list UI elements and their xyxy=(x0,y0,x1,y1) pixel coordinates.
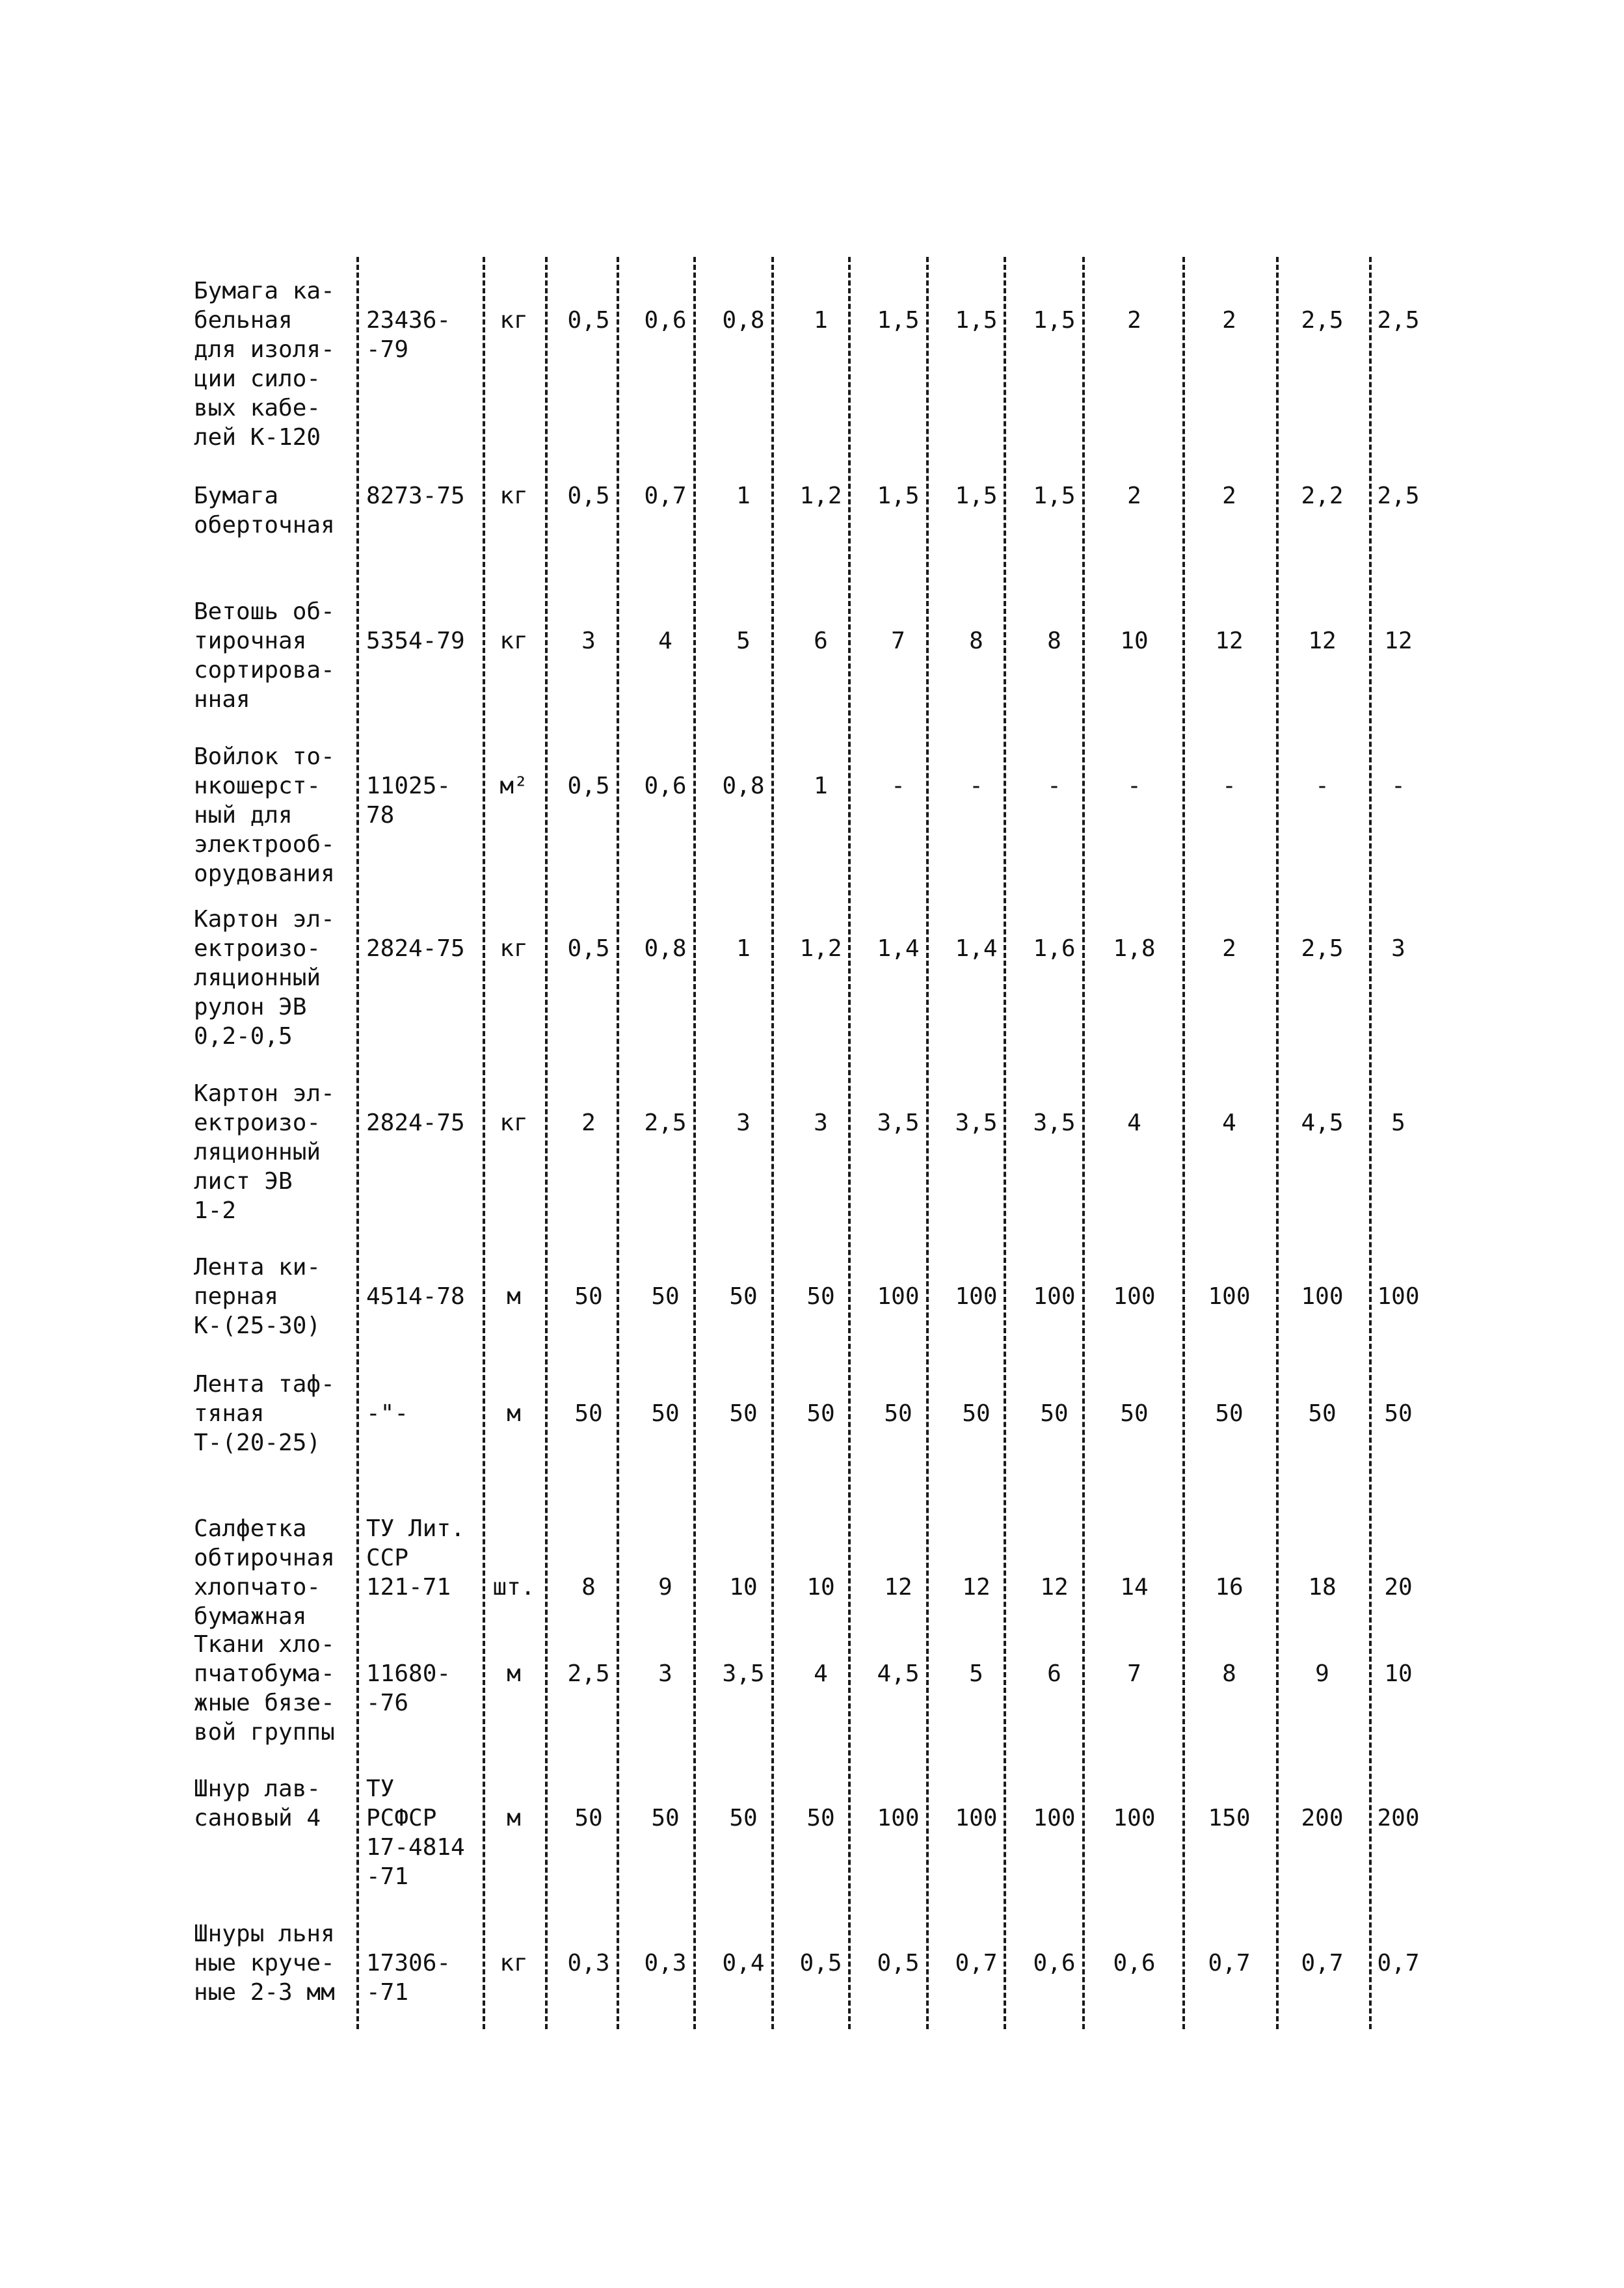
material-name-line: для изоля- xyxy=(194,336,335,363)
column-separator xyxy=(356,257,359,2029)
value-cell: 12 xyxy=(884,1574,912,1601)
column-separator xyxy=(545,257,548,2029)
value-cell: 100 xyxy=(955,1283,998,1310)
value-cell: 0,7 xyxy=(955,1950,998,1976)
material-name-line: 0,2-0,5 xyxy=(194,1023,293,1050)
unit-cell: кг xyxy=(499,1110,528,1136)
value-cell: 4,5 xyxy=(877,1660,920,1687)
material-name-line: Ветошь об- xyxy=(194,598,335,625)
value-cell: 0,8 xyxy=(644,935,687,962)
column-separator xyxy=(1004,257,1006,2029)
value-cell: 18 xyxy=(1308,1574,1337,1601)
value-cell: 200 xyxy=(1377,1805,1420,1831)
value-cell: 3,5 xyxy=(877,1110,920,1136)
material-name-line: бумажная xyxy=(194,1603,307,1630)
value-cell: 50 xyxy=(1215,1400,1244,1427)
value-cell: 100 xyxy=(877,1805,920,1831)
material-name-line: орудования xyxy=(194,860,335,887)
value-cell: 0,3 xyxy=(644,1950,687,1976)
value-cell: 50 xyxy=(1384,1400,1413,1427)
material-name-line: жные бязе- xyxy=(194,1690,335,1716)
value-cell: 7 xyxy=(1127,1660,1141,1687)
column-separator xyxy=(1182,257,1185,2029)
material-name-line: Салфетка xyxy=(194,1515,307,1542)
value-cell: 2,5 xyxy=(1301,935,1344,962)
value-cell: 0,6 xyxy=(644,307,687,334)
gost-number-line: 8273-75 xyxy=(366,483,465,509)
gost-number-line: 4514-78 xyxy=(366,1283,465,1310)
value-cell: - xyxy=(1315,773,1329,799)
value-cell: 3,5 xyxy=(722,1660,765,1687)
value-cell: 0,7 xyxy=(1208,1950,1251,1976)
value-cell: 0,4 xyxy=(722,1950,765,1976)
column-separator xyxy=(1082,257,1085,2029)
column-separator xyxy=(926,257,929,2029)
gost-number-line: -71 xyxy=(366,1979,409,2006)
value-cell: 1 xyxy=(736,935,751,962)
value-cell: 5 xyxy=(969,1660,983,1687)
material-name-line: вых кабе- xyxy=(194,395,321,421)
material-name-line: Бумага ка- xyxy=(194,278,335,304)
unit-cell: м xyxy=(507,1660,521,1687)
value-cell: 3 xyxy=(581,628,596,654)
value-cell: 100 xyxy=(1377,1283,1420,1310)
value-cell: 12 xyxy=(1308,628,1337,654)
material-name-line: обтирочная xyxy=(194,1545,335,1571)
material-name-line: лей К-120 xyxy=(194,424,321,451)
column-separator xyxy=(617,257,619,2029)
gost-number-line: ТУ xyxy=(366,1776,395,1802)
value-cell: 1,2 xyxy=(799,483,842,509)
material-name-line: сортирова- xyxy=(194,657,335,684)
value-cell: 16 xyxy=(1215,1574,1244,1601)
value-cell: 1,5 xyxy=(955,483,998,509)
value-cell: 12 xyxy=(1384,628,1413,654)
material-name-line: ные круче- xyxy=(194,1950,335,1976)
value-cell: 50 xyxy=(1040,1400,1069,1427)
value-cell: 50 xyxy=(651,1805,680,1831)
value-cell: - xyxy=(1127,773,1141,799)
value-cell: 8 xyxy=(1222,1660,1236,1687)
value-cell: 4 xyxy=(814,1660,828,1687)
value-cell: 50 xyxy=(806,1805,835,1831)
value-cell: 1,4 xyxy=(877,935,920,962)
material-name-line: Картон эл- xyxy=(194,1080,335,1107)
value-cell: 0,6 xyxy=(1113,1950,1156,1976)
material-name-line: хлопчато- xyxy=(194,1574,321,1601)
value-cell: 2 xyxy=(581,1110,596,1136)
gost-number-line: -76 xyxy=(366,1690,409,1716)
value-cell: 1,5 xyxy=(955,307,998,334)
value-cell: 0,5 xyxy=(567,483,610,509)
material-name-line: ляционный xyxy=(194,1139,321,1165)
value-cell: 5 xyxy=(736,628,751,654)
material-name-line: электрооб- xyxy=(194,831,335,858)
value-cell: - xyxy=(1222,773,1236,799)
material-name-line: ляционный xyxy=(194,964,321,991)
value-cell: 2,5 xyxy=(1377,307,1420,334)
value-cell: 1,5 xyxy=(1033,483,1076,509)
value-cell: 2,5 xyxy=(567,1660,610,1687)
value-cell: 50 xyxy=(574,1805,603,1831)
value-cell: 50 xyxy=(1120,1400,1149,1427)
unit-cell: кг xyxy=(499,935,528,962)
gost-number-line: РСФСР xyxy=(366,1805,437,1831)
material-name-line: ции сило- xyxy=(194,366,321,392)
value-cell: 50 xyxy=(729,1400,758,1427)
value-cell: 50 xyxy=(884,1400,912,1427)
unit-cell: м² xyxy=(499,773,528,799)
value-cell: 10 xyxy=(1120,628,1149,654)
material-name-line: нная xyxy=(194,686,250,713)
value-cell: 0,7 xyxy=(1377,1950,1420,1976)
value-cell: 0,3 xyxy=(567,1950,610,1976)
value-cell: 10 xyxy=(806,1574,835,1601)
value-cell: 100 xyxy=(877,1283,920,1310)
material-name-line: пчатобума- xyxy=(194,1660,335,1687)
value-cell: 50 xyxy=(729,1283,758,1310)
unit-cell: кг xyxy=(499,307,528,334)
value-cell: 50 xyxy=(962,1400,991,1427)
value-cell: 1,4 xyxy=(955,935,998,962)
value-cell: 9 xyxy=(1315,1660,1329,1687)
value-cell: 2 xyxy=(1222,307,1236,334)
value-cell: 50 xyxy=(574,1400,603,1427)
gost-number-line: 17-4814 xyxy=(366,1834,465,1861)
unit-cell: кг xyxy=(499,628,528,654)
value-cell: 1 xyxy=(814,773,828,799)
value-cell: 2,5 xyxy=(1377,483,1420,509)
value-cell: 50 xyxy=(651,1400,680,1427)
material-name-line: сановый 4 xyxy=(194,1805,321,1831)
material-name-line: К-(25-30) xyxy=(194,1312,321,1339)
gost-number-line: 23436- xyxy=(366,307,451,334)
value-cell: 50 xyxy=(729,1805,758,1831)
column-separator xyxy=(848,257,851,2029)
value-cell: 100 xyxy=(1033,1805,1076,1831)
value-cell: 2 xyxy=(1127,483,1141,509)
value-cell: 0,8 xyxy=(722,307,765,334)
value-cell: 10 xyxy=(1384,1660,1413,1687)
value-cell: 2,5 xyxy=(1301,307,1344,334)
material-name-line: Т-(20-25) xyxy=(194,1430,321,1456)
gost-number-line: 78 xyxy=(366,802,395,829)
material-name-line: ный для xyxy=(194,802,293,829)
unit-cell: м xyxy=(507,1400,521,1427)
column-separator xyxy=(771,257,774,2029)
material-name-line: ные 2-3 мм xyxy=(194,1979,335,2006)
value-cell: 7 xyxy=(891,628,905,654)
gost-number-line: -71 xyxy=(366,1863,409,1890)
unit-cell: шт. xyxy=(492,1574,535,1601)
material-name-line: Лента таф- xyxy=(194,1371,335,1398)
material-name-line: бельная xyxy=(194,307,293,334)
material-name-line: Войлок то- xyxy=(194,743,335,770)
value-cell: 0,6 xyxy=(1033,1950,1076,1976)
material-name-line: Ткани хло- xyxy=(194,1631,335,1658)
value-cell: 100 xyxy=(1208,1283,1251,1310)
value-cell: 4 xyxy=(1127,1110,1141,1136)
value-cell: 1,5 xyxy=(877,483,920,509)
value-cell: 1,8 xyxy=(1113,935,1156,962)
value-cell: 1,5 xyxy=(877,307,920,334)
value-cell: 4,5 xyxy=(1301,1110,1344,1136)
value-cell: 100 xyxy=(1301,1283,1344,1310)
value-cell: 50 xyxy=(806,1283,835,1310)
value-cell: 100 xyxy=(1033,1283,1076,1310)
material-name-line: рулон ЭВ xyxy=(194,994,307,1020)
value-cell: 0,8 xyxy=(722,773,765,799)
value-cell: 5 xyxy=(1391,1110,1405,1136)
value-cell: 20 xyxy=(1384,1574,1413,1601)
value-cell: 200 xyxy=(1301,1805,1344,1831)
value-cell: 1 xyxy=(736,483,751,509)
value-cell: 0,7 xyxy=(644,483,687,509)
value-cell: 50 xyxy=(1308,1400,1337,1427)
material-name-line: Шнуры льня xyxy=(194,1921,335,1947)
unit-cell: кг xyxy=(499,483,528,509)
value-cell: 0,5 xyxy=(567,773,610,799)
value-cell: 50 xyxy=(574,1283,603,1310)
material-name-line: 1-2 xyxy=(194,1197,237,1224)
material-name-line: нкошерст- xyxy=(194,773,321,799)
value-cell: 8 xyxy=(969,628,983,654)
value-cell: - xyxy=(1047,773,1061,799)
gost-number-line: 2824-75 xyxy=(366,935,465,962)
value-cell: 100 xyxy=(955,1805,998,1831)
value-cell: 8 xyxy=(581,1574,596,1601)
value-cell: - xyxy=(969,773,983,799)
material-name-line: тяная xyxy=(194,1400,265,1427)
gost-number-line: 17306- xyxy=(366,1950,451,1976)
material-name-line: Картон эл- xyxy=(194,906,335,933)
material-name-line: оберточная xyxy=(194,512,335,539)
gost-number-line: -79 xyxy=(366,336,409,363)
value-cell: 0,5 xyxy=(567,307,610,334)
value-cell: 10 xyxy=(729,1574,758,1601)
material-name-line: перная xyxy=(194,1283,279,1310)
gost-number-line: ССР xyxy=(366,1545,409,1571)
value-cell: 0,5 xyxy=(799,1950,842,1976)
column-separator xyxy=(1276,257,1279,2029)
value-cell: 2,5 xyxy=(644,1110,687,1136)
value-cell: 3 xyxy=(658,1660,672,1687)
value-cell: 6 xyxy=(814,628,828,654)
value-cell: 8 xyxy=(1047,628,1061,654)
value-cell: 0,7 xyxy=(1301,1950,1344,1976)
gost-number-line: 11025- xyxy=(366,773,451,799)
gost-number-line: 11680- xyxy=(366,1660,451,1687)
gost-number-line: -"- xyxy=(366,1400,409,1427)
value-cell: 12 xyxy=(962,1574,991,1601)
material-name-line: Лента ки- xyxy=(194,1254,321,1281)
value-cell: 2 xyxy=(1127,307,1141,334)
material-name-line: Шнур лав- xyxy=(194,1776,321,1802)
value-cell: - xyxy=(1391,773,1405,799)
column-separator xyxy=(483,257,485,2029)
value-cell: 150 xyxy=(1208,1805,1251,1831)
material-name-line: ектроизо- xyxy=(194,935,321,962)
value-cell: 2 xyxy=(1222,935,1236,962)
column-separator xyxy=(1369,257,1372,2029)
value-cell: 50 xyxy=(651,1283,680,1310)
value-cell: 100 xyxy=(1113,1805,1156,1831)
gost-number-line: 2824-75 xyxy=(366,1110,465,1136)
value-cell: 1,5 xyxy=(1033,307,1076,334)
value-cell: 1 xyxy=(814,307,828,334)
value-cell: 14 xyxy=(1120,1574,1149,1601)
material-name-line: вой группы xyxy=(194,1719,335,1746)
value-cell: 2 xyxy=(1222,483,1236,509)
value-cell: 3 xyxy=(814,1110,828,1136)
value-cell: 3 xyxy=(736,1110,751,1136)
unit-cell: кг xyxy=(499,1950,528,1976)
column-separator xyxy=(693,257,696,2029)
gost-number-line: ТУ Лит. xyxy=(366,1515,465,1542)
value-cell: 3,5 xyxy=(955,1110,998,1136)
material-name-line: ектроизо- xyxy=(194,1110,321,1136)
value-cell: 50 xyxy=(806,1400,835,1427)
unit-cell: м xyxy=(507,1283,521,1310)
value-cell: 0,6 xyxy=(644,773,687,799)
value-cell: 6 xyxy=(1047,1660,1061,1687)
value-cell: 0,5 xyxy=(567,935,610,962)
value-cell: 1,6 xyxy=(1033,935,1076,962)
material-name-line: лист ЭВ xyxy=(194,1168,293,1195)
material-name-line: тирочная xyxy=(194,628,307,654)
value-cell: 4 xyxy=(1222,1110,1236,1136)
value-cell: 12 xyxy=(1215,628,1244,654)
value-cell: 12 xyxy=(1040,1574,1069,1601)
value-cell: 3,5 xyxy=(1033,1110,1076,1136)
gost-number-line: 121-71 xyxy=(366,1574,451,1601)
unit-cell: м xyxy=(507,1805,521,1831)
value-cell: 9 xyxy=(658,1574,672,1601)
value-cell: 4 xyxy=(658,628,672,654)
value-cell: 0,5 xyxy=(877,1950,920,1976)
value-cell: 2,2 xyxy=(1301,483,1344,509)
gost-number-line: 5354-79 xyxy=(366,628,465,654)
value-cell: 3 xyxy=(1391,935,1405,962)
value-cell: - xyxy=(891,773,905,799)
value-cell: 100 xyxy=(1113,1283,1156,1310)
material-name-line: Бумага xyxy=(194,483,279,509)
value-cell: 1,2 xyxy=(799,935,842,962)
